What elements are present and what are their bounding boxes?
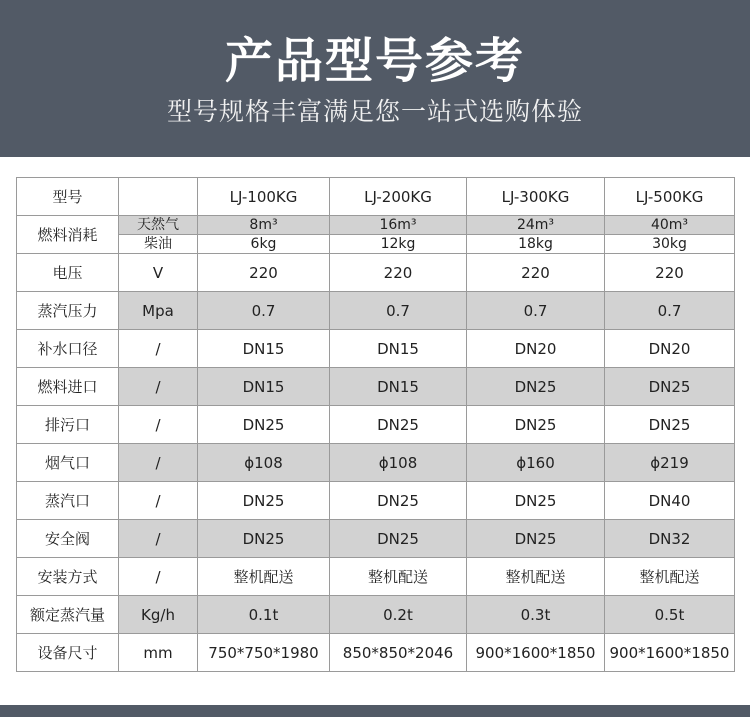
value-cell: 220 bbox=[330, 254, 467, 292]
spec-panel bbox=[0, 157, 750, 705]
spec-rows bbox=[17, 254, 735, 672]
unit-cell: / bbox=[119, 406, 198, 444]
row-label: 燃料消耗 bbox=[17, 216, 119, 254]
value-cell: 220 bbox=[198, 254, 330, 292]
value-cell: DN32 bbox=[605, 520, 735, 558]
row-label: 排污口 bbox=[17, 406, 119, 444]
table-row bbox=[17, 634, 735, 672]
value-cell: 850*850*2046 bbox=[330, 634, 467, 672]
model-header: LJ-300KG bbox=[467, 178, 605, 216]
value-cell: ϕ160 bbox=[467, 444, 605, 482]
gas-value: 24m³ bbox=[467, 216, 604, 235]
unit-cell bbox=[119, 178, 198, 216]
oil-value: 30kg bbox=[652, 236, 687, 252]
value-cell: DN25 bbox=[330, 482, 467, 520]
row-label: 烟气口 bbox=[17, 444, 119, 482]
value-cell: 整机配送 bbox=[330, 558, 467, 596]
unit-cell: Mpa bbox=[119, 292, 198, 330]
unit-cell: mm bbox=[119, 634, 198, 672]
value-cell: 0.2t bbox=[330, 596, 467, 634]
value-cell: 750*750*1980 bbox=[198, 634, 330, 672]
value-cell: DN15 bbox=[198, 368, 330, 406]
table-row bbox=[17, 368, 735, 406]
table-row bbox=[17, 330, 735, 368]
value-cell: DN25 bbox=[198, 482, 330, 520]
unit-cell: / bbox=[119, 330, 198, 368]
value-cell: 整机配送 bbox=[605, 558, 735, 596]
table-row-fuel bbox=[17, 216, 735, 254]
fuel-value-cell bbox=[330, 216, 467, 254]
value-cell: DN15 bbox=[330, 330, 467, 368]
table-row bbox=[17, 482, 735, 520]
fuel-value-cell bbox=[198, 216, 330, 254]
value-cell: 0.7 bbox=[605, 292, 735, 330]
page-subtitle: 型号规格丰富满足您一站式选购体验 bbox=[166, 97, 583, 126]
row-label: 安全阀 bbox=[17, 520, 119, 558]
value-cell: DN20 bbox=[605, 330, 735, 368]
table-row bbox=[17, 558, 735, 596]
row-label: 型号 bbox=[17, 178, 119, 216]
oil-value: 18kg bbox=[518, 236, 553, 252]
row-label: 补水口径 bbox=[17, 330, 119, 368]
fuel-type-cell bbox=[119, 216, 198, 254]
value-cell: DN40 bbox=[605, 482, 735, 520]
value-cell: 0.7 bbox=[330, 292, 467, 330]
value-cell: DN25 bbox=[330, 406, 467, 444]
gas-value: 8m³ bbox=[198, 216, 329, 235]
unit-cell: / bbox=[119, 482, 198, 520]
value-cell: ϕ108 bbox=[330, 444, 467, 482]
table-row bbox=[17, 444, 735, 482]
header-banner bbox=[0, 0, 750, 157]
model-header: LJ-100KG bbox=[198, 178, 330, 216]
spec-table bbox=[16, 177, 735, 672]
gas-value: 40m³ bbox=[605, 216, 734, 235]
row-label: 燃料进口 bbox=[17, 368, 119, 406]
value-cell: 220 bbox=[605, 254, 735, 292]
model-header: LJ-500KG bbox=[605, 178, 735, 216]
value-cell: 900*1600*1850 bbox=[467, 634, 605, 672]
table-row bbox=[17, 596, 735, 634]
value-cell: DN25 bbox=[467, 368, 605, 406]
unit-cell: / bbox=[119, 558, 198, 596]
fuel-value-cell bbox=[605, 216, 735, 254]
fuel-type-gas: 天然气 bbox=[119, 216, 197, 235]
row-label: 电压 bbox=[17, 254, 119, 292]
value-cell: 整机配送 bbox=[467, 558, 605, 596]
value-cell: DN25 bbox=[605, 406, 735, 444]
value-cell: DN20 bbox=[467, 330, 605, 368]
value-cell: DN25 bbox=[467, 482, 605, 520]
unit-cell: / bbox=[119, 368, 198, 406]
table-row-model bbox=[17, 178, 735, 216]
oil-value: 6kg bbox=[250, 236, 277, 252]
value-cell: DN25 bbox=[467, 520, 605, 558]
oil-value: 12kg bbox=[380, 236, 416, 252]
fuel-type-oil: 柴油 bbox=[144, 236, 172, 252]
unit-cell: / bbox=[119, 520, 198, 558]
table-row bbox=[17, 292, 735, 330]
value-cell: DN25 bbox=[198, 406, 330, 444]
value-cell: 0.7 bbox=[467, 292, 605, 330]
row-label: 额定蒸汽量 bbox=[17, 596, 119, 634]
value-cell: ϕ108 bbox=[198, 444, 330, 482]
table-row bbox=[17, 520, 735, 558]
row-label: 设备尺寸 bbox=[17, 634, 119, 672]
gas-value: 16m³ bbox=[330, 216, 466, 235]
value-cell: DN25 bbox=[198, 520, 330, 558]
row-label: 安装方式 bbox=[17, 558, 119, 596]
table-row bbox=[17, 254, 735, 292]
value-cell: 0.3t bbox=[467, 596, 605, 634]
value-cell: 900*1600*1850 bbox=[605, 634, 735, 672]
row-label: 蒸汽压力 bbox=[17, 292, 119, 330]
value-cell: DN25 bbox=[605, 368, 735, 406]
page-title: 产品型号参考 bbox=[224, 33, 525, 89]
value-cell: 0.7 bbox=[198, 292, 330, 330]
value-cell: DN15 bbox=[330, 368, 467, 406]
model-header: LJ-200KG bbox=[330, 178, 467, 216]
unit-cell: / bbox=[119, 444, 198, 482]
value-cell: 0.5t bbox=[605, 596, 735, 634]
value-cell: DN25 bbox=[330, 520, 467, 558]
value-cell: 220 bbox=[467, 254, 605, 292]
bottom-strip bbox=[0, 705, 750, 717]
row-label: 蒸汽口 bbox=[17, 482, 119, 520]
unit-cell: Kg/h bbox=[119, 596, 198, 634]
value-cell: DN25 bbox=[467, 406, 605, 444]
value-cell: DN15 bbox=[198, 330, 330, 368]
unit-cell: V bbox=[119, 254, 198, 292]
value-cell: ϕ219 bbox=[605, 444, 735, 482]
fuel-value-cell bbox=[467, 216, 605, 254]
table-row bbox=[17, 406, 735, 444]
value-cell: 0.1t bbox=[198, 596, 330, 634]
value-cell: 整机配送 bbox=[198, 558, 330, 596]
